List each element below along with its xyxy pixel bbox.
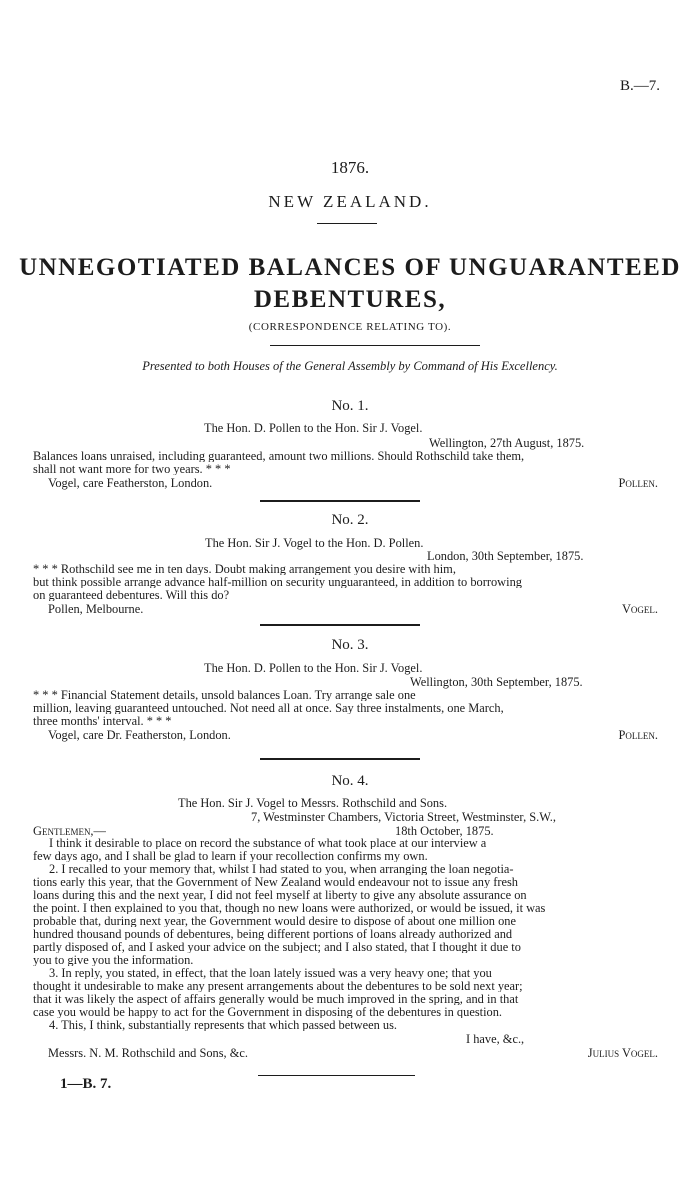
letter-4-line: few days ago, and I shall be glad to learn if your recollection confirms my own. xyxy=(33,850,428,862)
letter-3-place-date: Wellington, 30th September, 1875. xyxy=(410,675,583,689)
letter-4-line: hundred thousand pounds of debentures, being different portions of loans already authorized and xyxy=(33,928,513,940)
letter-4-closing: I have, &c., xyxy=(466,1032,525,1046)
letter-2-line: on guaranteed debentures. Will this do? xyxy=(33,589,230,601)
letter-2-line: * * * Rothschild see me in ten days. Doubt making arrangement you desire with him, xyxy=(33,563,456,575)
letter-2-signature: Vogel. xyxy=(621,602,658,616)
letter-4-line: 3. In reply, you stated, in effect, that the loan lately issued was a very heavy one; that you xyxy=(49,967,492,979)
footer-rule xyxy=(258,1075,415,1076)
letter-4-salutation: Gentlemen,— xyxy=(33,824,106,838)
letter-1-line: shall not want more for two years. * * * xyxy=(33,463,231,475)
letter-4-line: tions early this year, that the Government of New Zealand would endeavour not to issue any fresh xyxy=(33,876,519,888)
letter-1-number: No. 1. xyxy=(331,398,369,414)
letter-4-line: partly disposed of, and I asked your advice on the subject; and I also stated, that I thought it due to xyxy=(33,941,521,953)
title-rule xyxy=(270,345,480,346)
letter-4-line: I think it desirable to place on record the substance of what took place at our interview a xyxy=(49,837,487,849)
letter-2-line: but think possible arrange advance half-million on security unguaranteed, in addition to borrowing xyxy=(33,576,522,588)
letter-3-address: Vogel, care Dr. Featherston, London. xyxy=(48,728,231,742)
letter-4-place: 7, Westminster Chambers, Victoria Street, Westminster, S.W., xyxy=(251,810,557,824)
letter-4-addressee: Messrs. N. M. Rothschild and Sons, &c. xyxy=(48,1046,248,1060)
letter-4-line: you to give you the information. xyxy=(33,954,194,966)
year: 1876. xyxy=(330,158,370,177)
letter-1-line: Balances loans unraised, including guaranteed, amount two millions. Should Rothschild take them, xyxy=(33,450,525,462)
letter-4-line: the point. I then explained to you that, though no new loans were authorized, or would be issued, it was xyxy=(33,902,546,914)
letter-4-date: 18th October, 1875. xyxy=(395,824,494,838)
letter-2-number: No. 2. xyxy=(331,512,369,528)
letter-3-line: * * * Financial Statement details, unsold balances Loan. Try arrange sale one xyxy=(33,689,416,701)
presented-line: Presented to both Houses of the General Assembly by Command of His Excellency. xyxy=(142,359,558,373)
letter-2-from-to: The Hon. Sir J. Vogel to the Hon. D. Pollen. xyxy=(205,536,424,550)
letter-4-line: that it was likely the aspect of affairs generally would be much improved in the spring, and in that xyxy=(33,993,519,1005)
letter-4-line: loans during this and the next year, I did not feel myself at liberty to give any absolute assurance on xyxy=(33,889,527,901)
document-reference: B.—7. xyxy=(619,78,660,94)
letter-4-number: No. 4. xyxy=(331,773,369,789)
letter-4-line: thought it undesirable to make any present arrangements about the debentures to be sold next year; xyxy=(33,980,523,992)
letter-3-signature: Pollen. xyxy=(618,728,658,742)
letter-3-line: three months' interval. * * * xyxy=(33,715,172,727)
document-title-line2: DEBENTURES, xyxy=(253,286,447,313)
letter-2-place-date: London, 30th September, 1875. xyxy=(427,549,584,563)
letter-1-from-to: The Hon. D. Pollen to the Hon. Sir J. Vogel. xyxy=(204,421,423,435)
document-subtitle: (CORRESPONDENCE RELATING TO). xyxy=(248,321,452,333)
letter-1-signature: Pollen. xyxy=(618,476,658,490)
short-rule xyxy=(317,223,377,224)
document-title-line1: UNNEGOTIATED BALANCES OF UNGUARANTEED xyxy=(19,254,681,281)
page-reference: 1—B. 7. xyxy=(60,1076,112,1092)
letter-3-from-to: The Hon. D. Pollen to the Hon. Sir J. Vogel. xyxy=(204,661,423,675)
letter-4-signature: Julius Vogel. xyxy=(587,1046,658,1060)
letter-4-line: probable that, during next year, the Government would desire to dispose of about one million one xyxy=(33,915,516,927)
letter-3-line: million, leaving guaranteed untouched. Not need all at once. Say three instalments, one March, xyxy=(33,702,504,714)
letter-4-from-to: The Hon. Sir J. Vogel to Messrs. Rothschild and Sons. xyxy=(178,796,448,810)
letter-4-line: case you would be happy to act for the Government in disposing of the debentures in question. xyxy=(33,1006,503,1018)
section-rule xyxy=(260,500,420,502)
section-rule xyxy=(260,758,420,760)
letter-3-number: No. 3. xyxy=(331,637,369,653)
letter-4-line: 2. I recalled to your memory that, whilst I had stated to you, when arranging the loan negotia- xyxy=(49,863,514,875)
letter-1-address: Vogel, care Featherston, London. xyxy=(48,476,213,490)
country: NEW ZEALAND. xyxy=(268,192,432,211)
letter-4-line: 4. This, I think, substantially represents that which passed between us. xyxy=(49,1019,398,1031)
letter-2-address: Pollen, Melbourne. xyxy=(48,602,144,616)
section-rule xyxy=(260,624,420,626)
letter-1-place-date: Wellington, 27th August, 1875. xyxy=(429,436,585,450)
